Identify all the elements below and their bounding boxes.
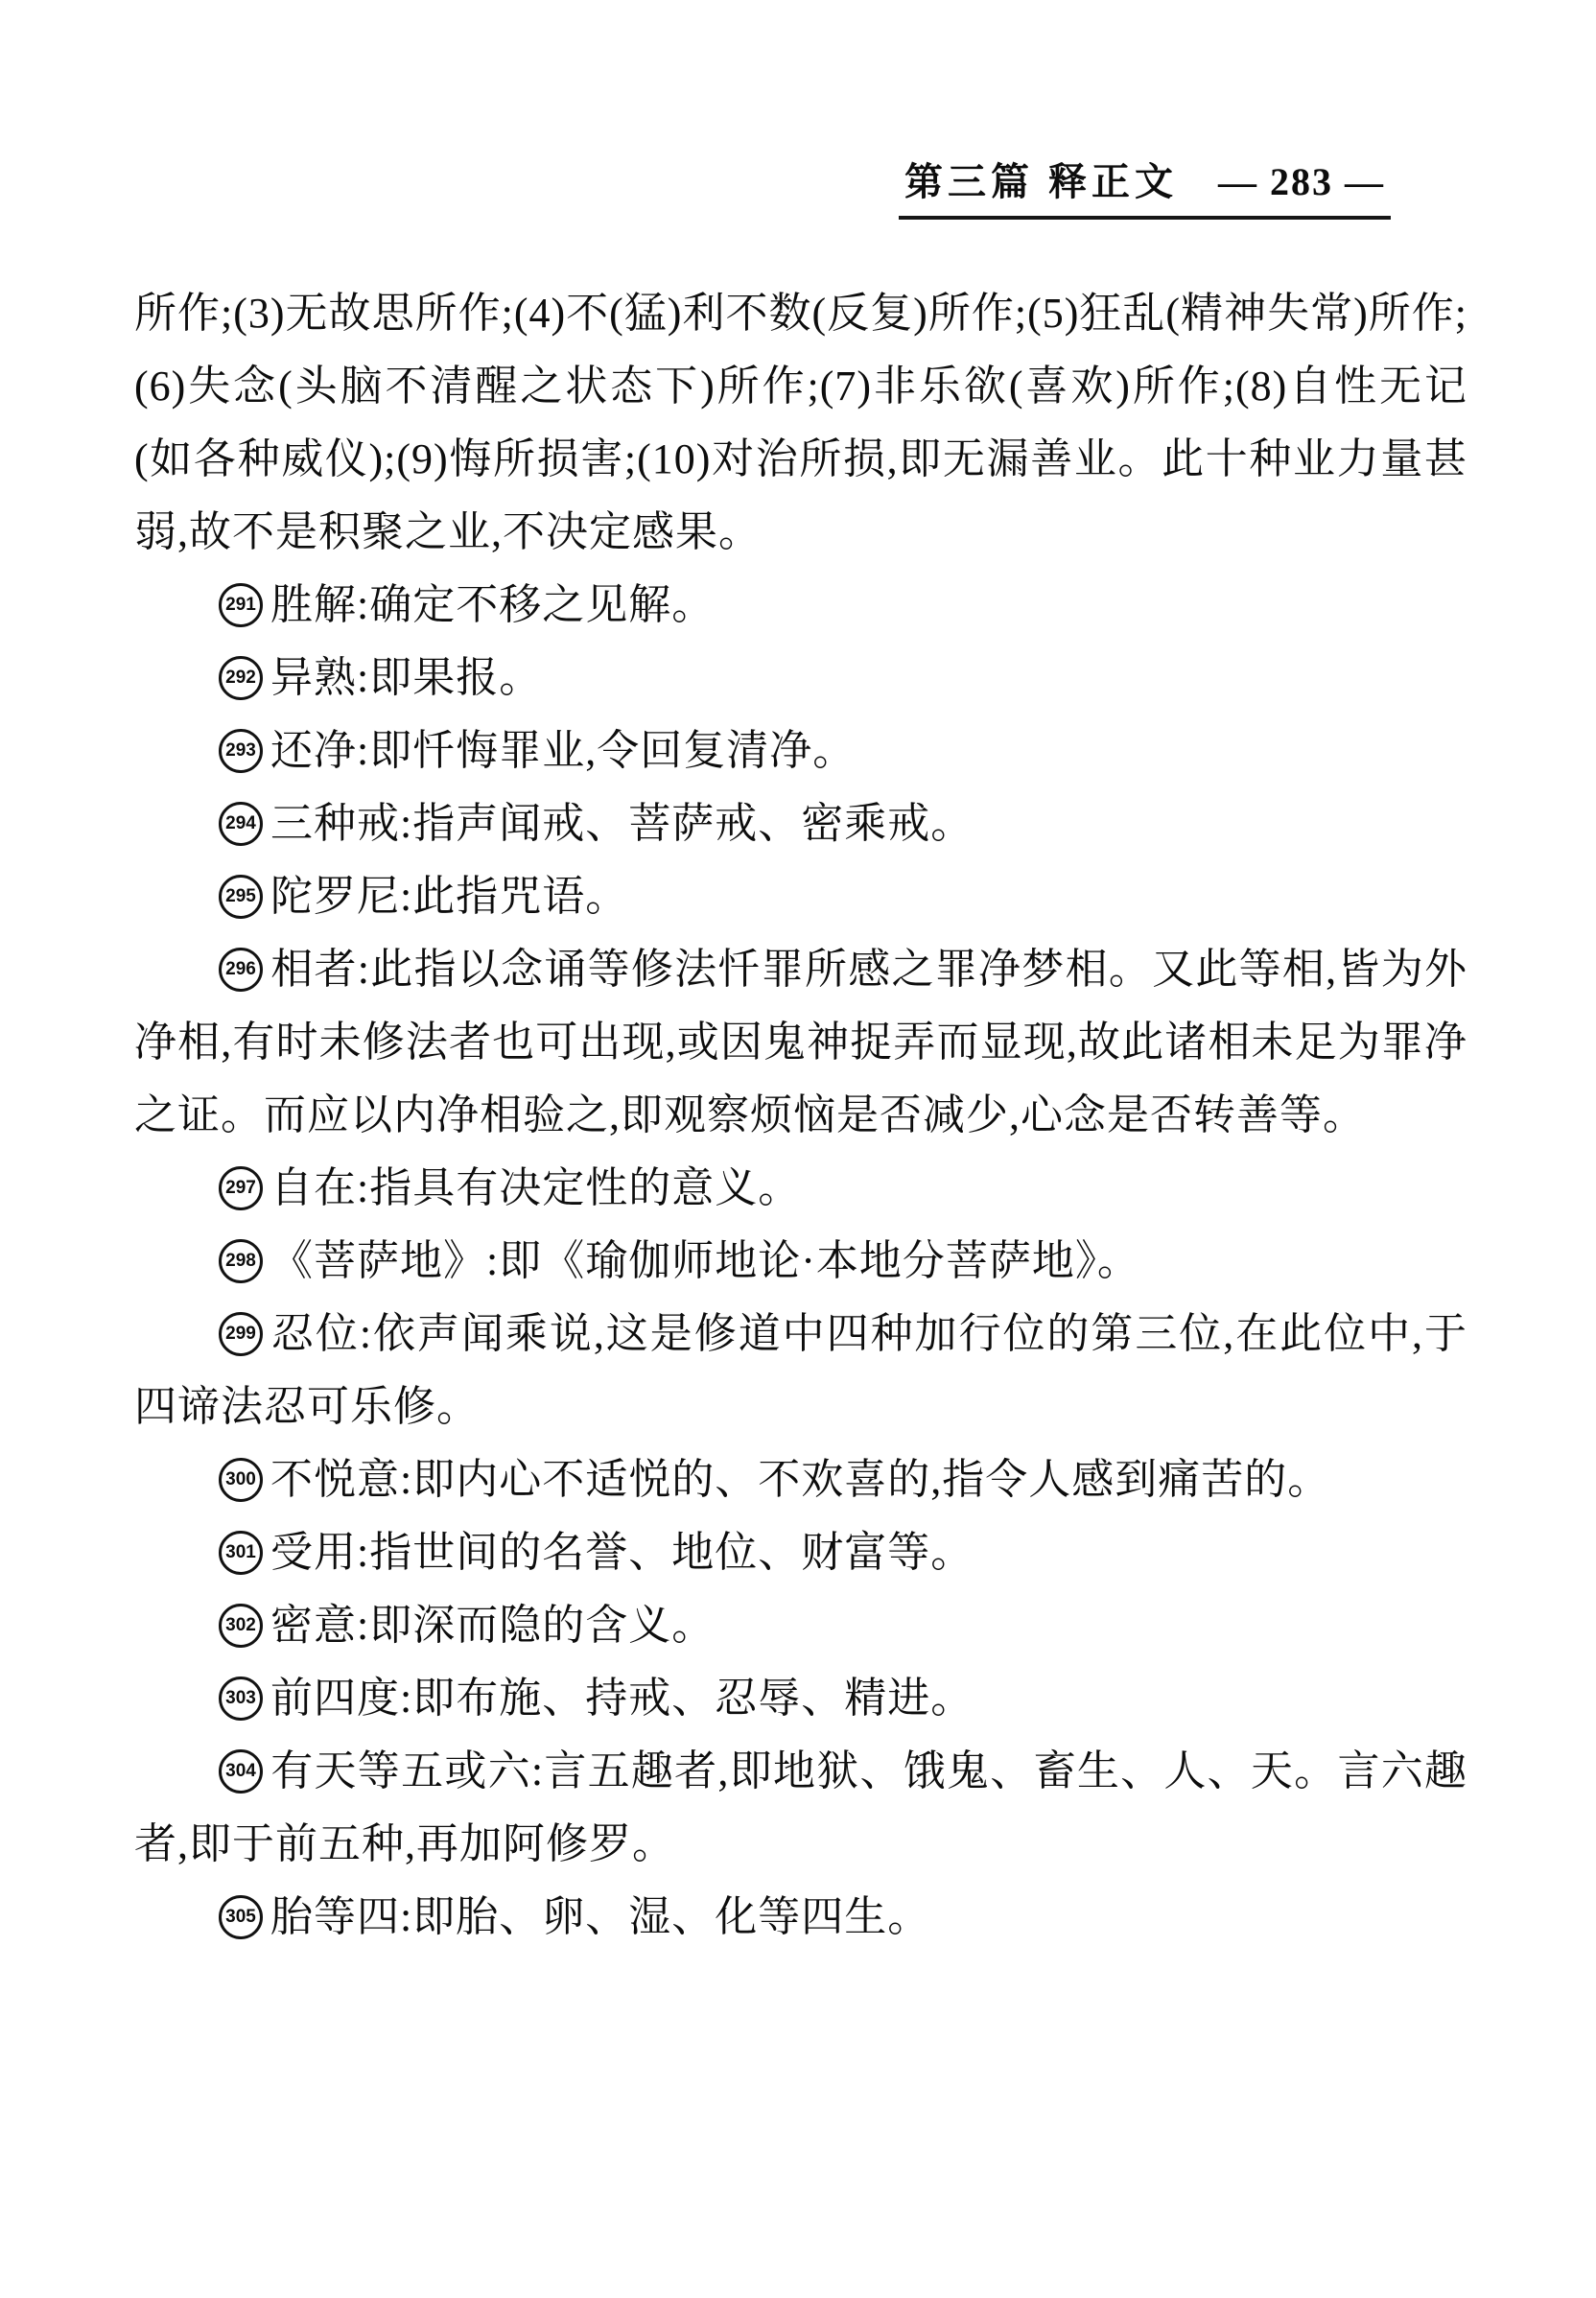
- entry-text: 胎等四:即胎、卵、湿、化等四生。: [270, 1893, 931, 1940]
- entry-number: 294: [219, 802, 263, 846]
- entry-number: 304: [219, 1749, 263, 1794]
- glossary-entry: [134, 1443, 1467, 1516]
- entry-number: 299: [219, 1312, 263, 1356]
- entry-text: 胜解:确定不移之见解。: [270, 581, 716, 628]
- opening-paragraph: 所作;(3)无故思所作;(4)不(猛)利不数(反复)所作;(5)狂乱(精神失常)所作;(6)失念(头脑不清醒之状态下)所作;(7)非乐欲(喜欢)所作;(8)自性无记(如各种威仪);(9)悔所损害;(10)对治所损,即无漏善业。此十种业力量甚弱,故不是积聚之业,不决定感果。: [134, 290, 1467, 555]
- glossary-entry: [134, 1662, 1467, 1735]
- body-text: [134, 277, 1467, 1954]
- glossary-entry: [134, 1298, 1467, 1443]
- running-head: [899, 152, 1391, 220]
- entry-number: 291: [219, 583, 263, 627]
- entry-text: 前四度:即布施、持戒、忍辱、精进。: [270, 1675, 974, 1722]
- glossary-entry: [134, 933, 1467, 1152]
- entry-text: 《菩萨地》:即《瑜伽师地论·本地分菩萨地》。: [270, 1237, 1140, 1284]
- glossary-entry: [134, 715, 1467, 787]
- entry-text: 有天等五或六:言五趣者,即地狱、饿鬼、畜生、人、天。言六趣者,即于前五种,再加阿修罗。: [134, 1747, 1467, 1867]
- entry-number: 293: [219, 729, 263, 773]
- entry-text: 陀罗尼:此指咒语。: [270, 873, 629, 920]
- entry-text: 自在:指具有决定性的意义。: [270, 1164, 802, 1211]
- entry-number: 300: [219, 1458, 263, 1502]
- entry-text: 相者:此指以念诵等修法忏罪所感之罪净梦相。又此等相,皆为外净相,有时未修法者也可出现,或因鬼神捉弄而显现,故此诸相未足为罪净之证。而应以内净相验之,即观察烦恼是否减少,心念是否转善等。: [134, 946, 1467, 1138]
- entry-number: 303: [219, 1677, 263, 1721]
- entry-number: 296: [219, 948, 263, 992]
- entry-number: 301: [219, 1531, 263, 1575]
- glossary-entry: [134, 569, 1467, 642]
- page-number: — 283 —: [1218, 160, 1385, 203]
- entry-text: 密意:即深而隐的含义。: [270, 1602, 716, 1649]
- entries-list: [134, 569, 1467, 1954]
- entry-number: 305: [219, 1895, 263, 1939]
- section-title: 第三篇 释正文: [904, 160, 1178, 203]
- glossary-entry: [134, 1225, 1467, 1298]
- entry-number: 302: [219, 1604, 263, 1648]
- page-header: [134, 152, 1467, 220]
- glossary-entry: [134, 860, 1467, 933]
- entry-number: 295: [219, 875, 263, 919]
- entry-text: 不悦意:即内心不适悦的、不欢喜的,指令人感到痛苦的。: [270, 1456, 1331, 1503]
- glossary-entry: [134, 642, 1467, 715]
- glossary-entry: [134, 1152, 1467, 1225]
- entry-text: 异熟:即果报。: [270, 654, 543, 701]
- entry-text: 三种戒:指声闻戒、菩萨戒、密乘戒。: [270, 800, 974, 847]
- entry-number: 297: [219, 1166, 263, 1210]
- entry-number: 298: [219, 1239, 263, 1283]
- entry-text: 忍位:依声闻乘说,这是修道中四种加行位的第三位,在此位中,于四谛法忍可乐修。: [134, 1310, 1467, 1430]
- entry-number: 292: [219, 656, 263, 700]
- glossary-entry: [134, 1735, 1467, 1881]
- entry-text: 受用:指世间的名誉、地位、财富等。: [270, 1529, 974, 1576]
- glossary-entry: [134, 1881, 1467, 1954]
- entry-text: 还净:即忏悔罪业,令回复清净。: [270, 727, 857, 774]
- glossary-entry: [134, 1516, 1467, 1589]
- glossary-entry: [134, 1589, 1467, 1662]
- glossary-entry: [134, 787, 1467, 860]
